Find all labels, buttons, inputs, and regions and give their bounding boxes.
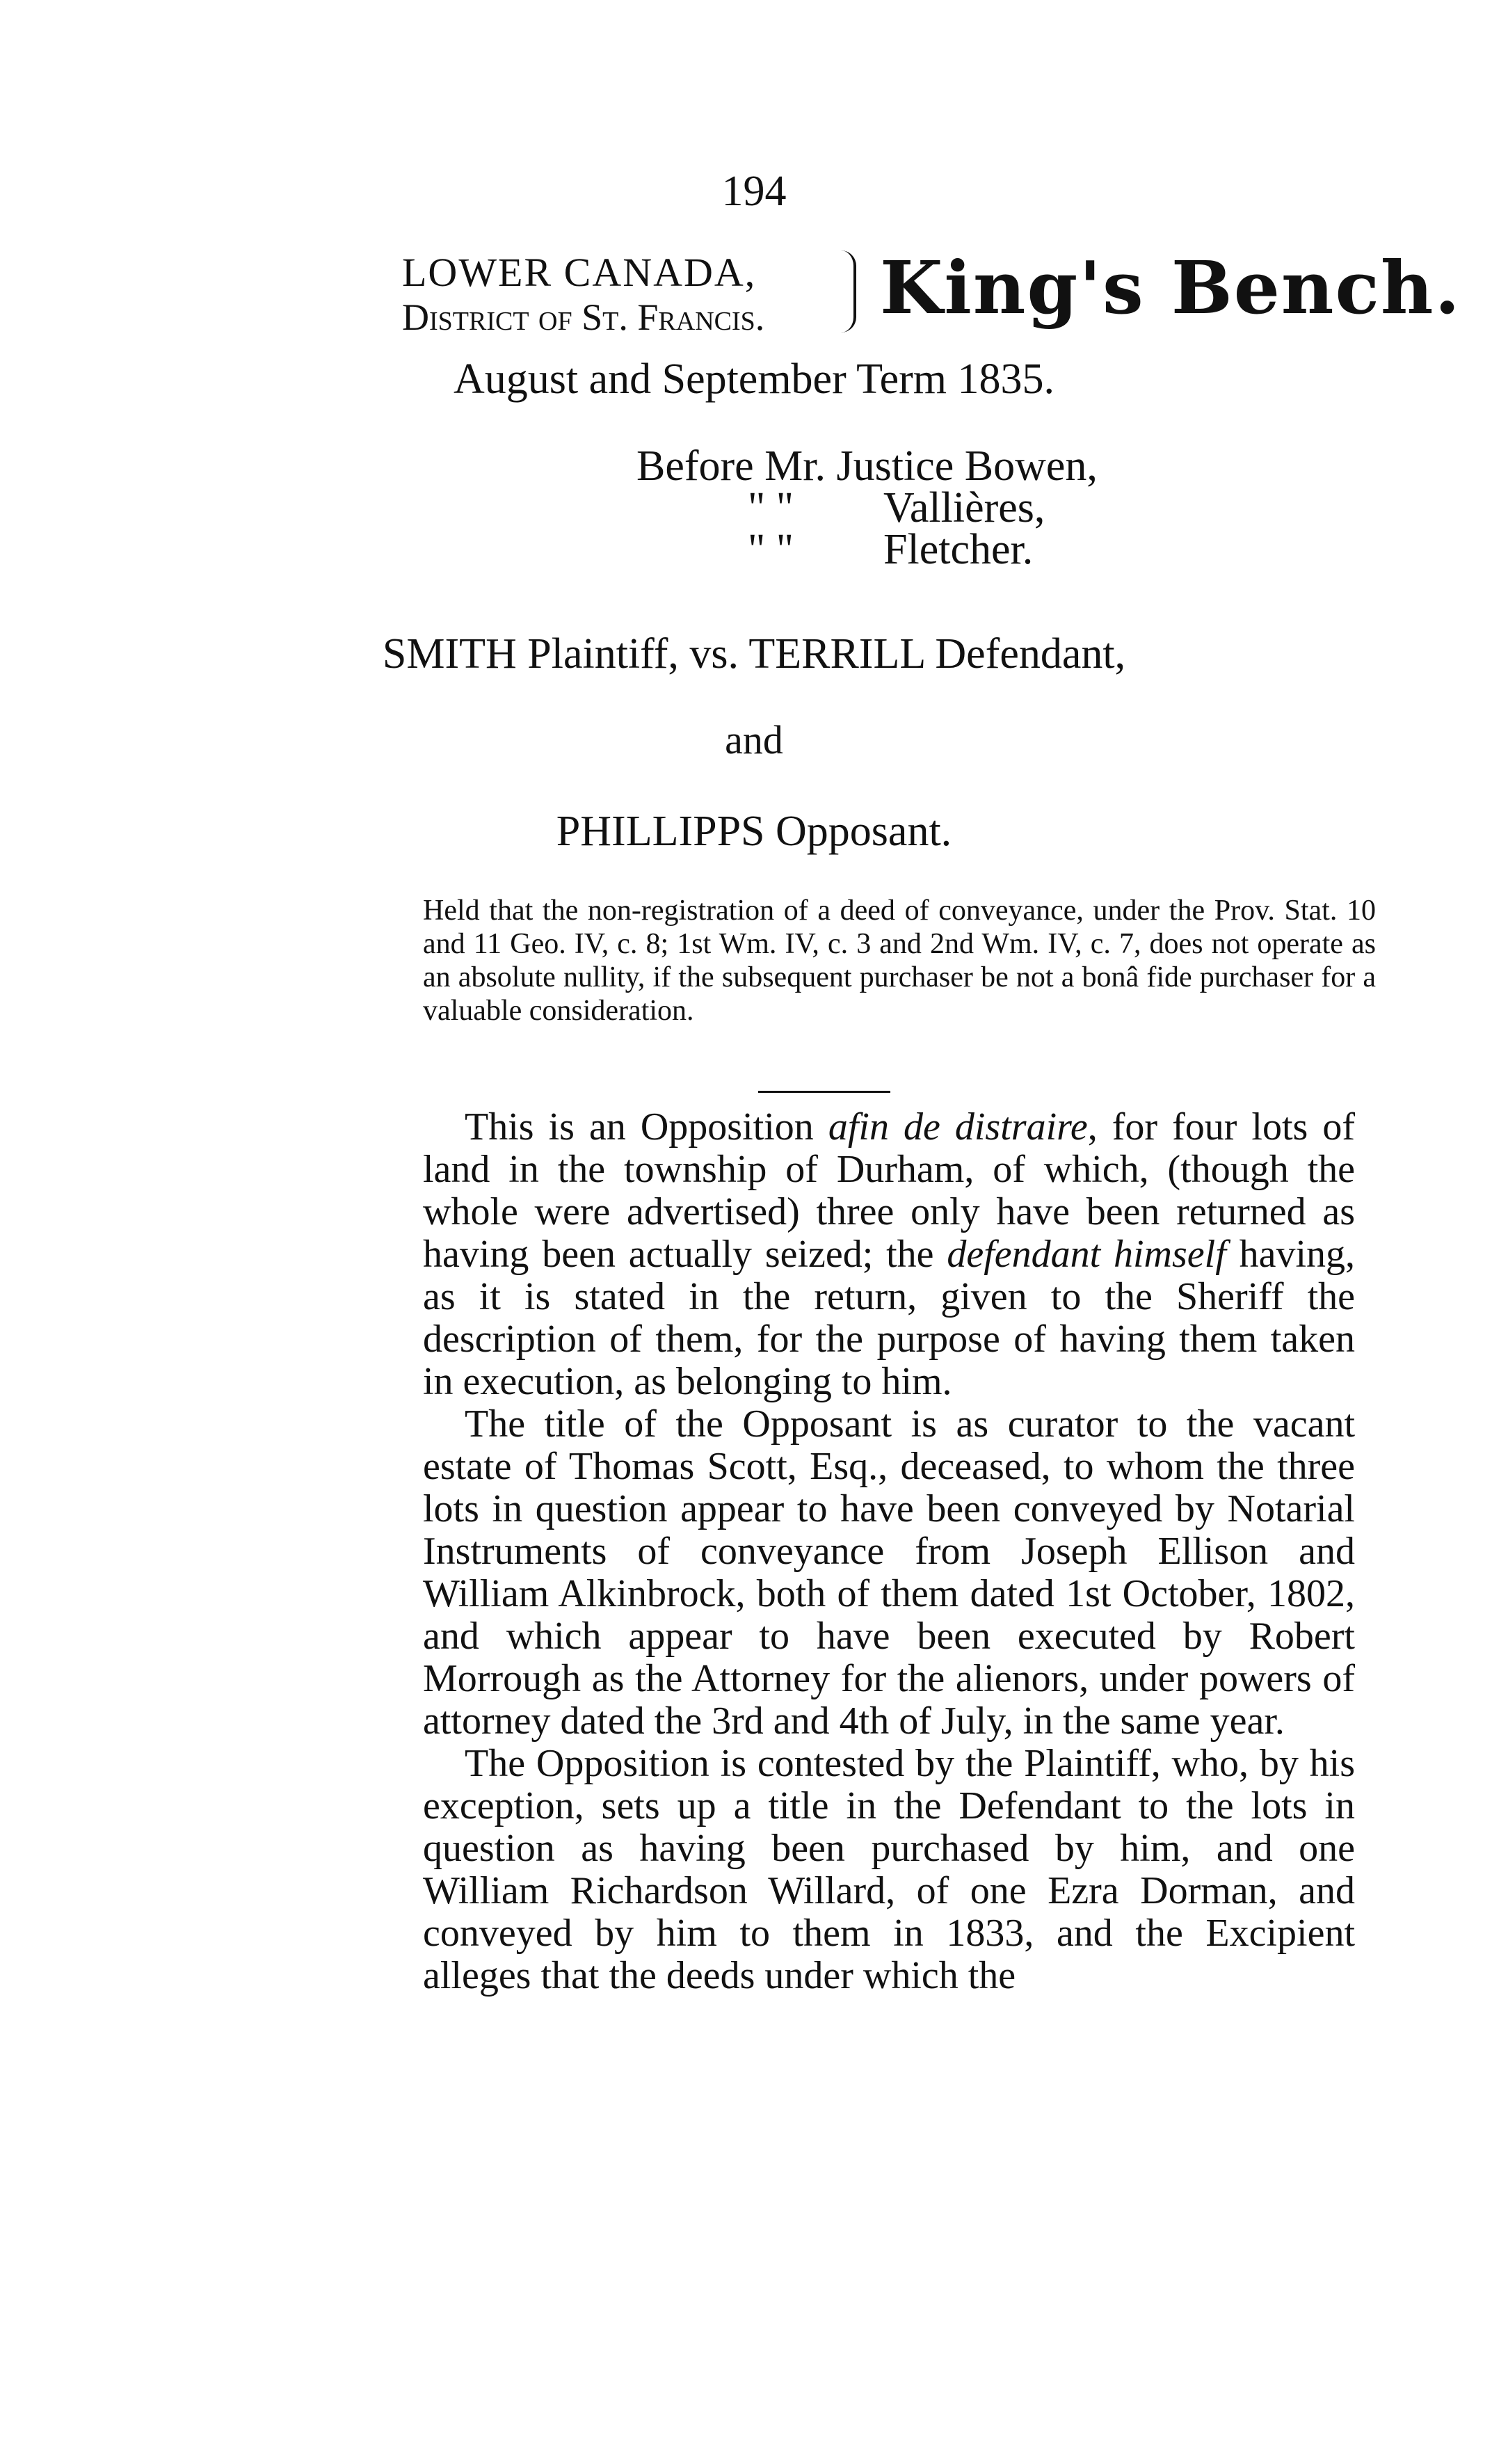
court-name: King's Bench.: [880, 245, 1461, 330]
judges-line-1: Before Mr. Justice Bowen,: [636, 442, 1098, 490]
judge-name-fletcher: Fletcher.: [883, 526, 1034, 573]
italic-phrase: defendant himself: [947, 1233, 1226, 1276]
judge-name-vallieres: Vallières,: [883, 484, 1045, 531]
judges-line-2: [636, 484, 1098, 531]
term-heading: August and September Term 1835.: [453, 355, 1055, 403]
page-number: 194: [721, 168, 787, 215]
bracket-brace: [838, 250, 856, 333]
headnote: Held that the non-registration of a deed of conveyance, under the Prov. Stat. 10 and 11 Geo. IV, c. 8; 1st Wm. IV, c. 3 and 2nd Wm. IV, c. 7, does not operate as an absolute nullity, if the subsequent purchaser be not a bonâ fide purchaser for a valuable consideration.: [423, 895, 1376, 1027]
italic-phrase: afin de distraire: [828, 1105, 1088, 1149]
location-district: District of St. Francis.: [402, 296, 765, 338]
case-parties: SMITH Plaintiff, vs. TERRILL Defendant,: [382, 630, 1126, 678]
paragraph-1: This is an Opposition afin de distraire, for four lots of land in the township of Durham, of which, (though the whole were advertised) three only have been returned as having been actually seized; the defendant himself having, as it is stated in the return, given to the Sheriff the description of them, for the purpose of having them taken in execution, as belonging to him.: [423, 1105, 1355, 1403]
paragraph-2: The title of the Opposant is as curator to the vacant estate of Thomas Scott, Esq., deceased, to whom the three lots in question appear to have been conveyed by Notarial Instruments of conveyance from Joseph Ellison and William Alkinbrock, both of them dated 1st October, 1802, and which appear to have been executed by Robert Morrough as the Attorney for the alienors, under powers of attorney dated the 3rd and 4th of July, in the same year.: [423, 1402, 1355, 1743]
judges-block: [636, 442, 1098, 573]
section-divider: [758, 1091, 890, 1093]
conjunction: and: [725, 717, 783, 762]
paragraph-3: The Opposition is contested by the Plaintiff, who, by his exception, sets up a title in the Defendant to the lots in question as having been purchased by him, and one William Richardson Willard, of one Ezra Dorman, and conveyed by him to them in 1833, and the Excipient alleges that the deeds under which the: [423, 1742, 1355, 1997]
ditto-mark: " ": [748, 526, 794, 573]
body-text: [423, 1106, 1355, 1997]
location-province: LOWER CANADA,: [402, 250, 757, 295]
ditto-mark: " ": [748, 484, 794, 531]
judges-line-3: [636, 526, 1098, 573]
opposant-line: PHILLIPPS Opposant.: [556, 808, 952, 855]
